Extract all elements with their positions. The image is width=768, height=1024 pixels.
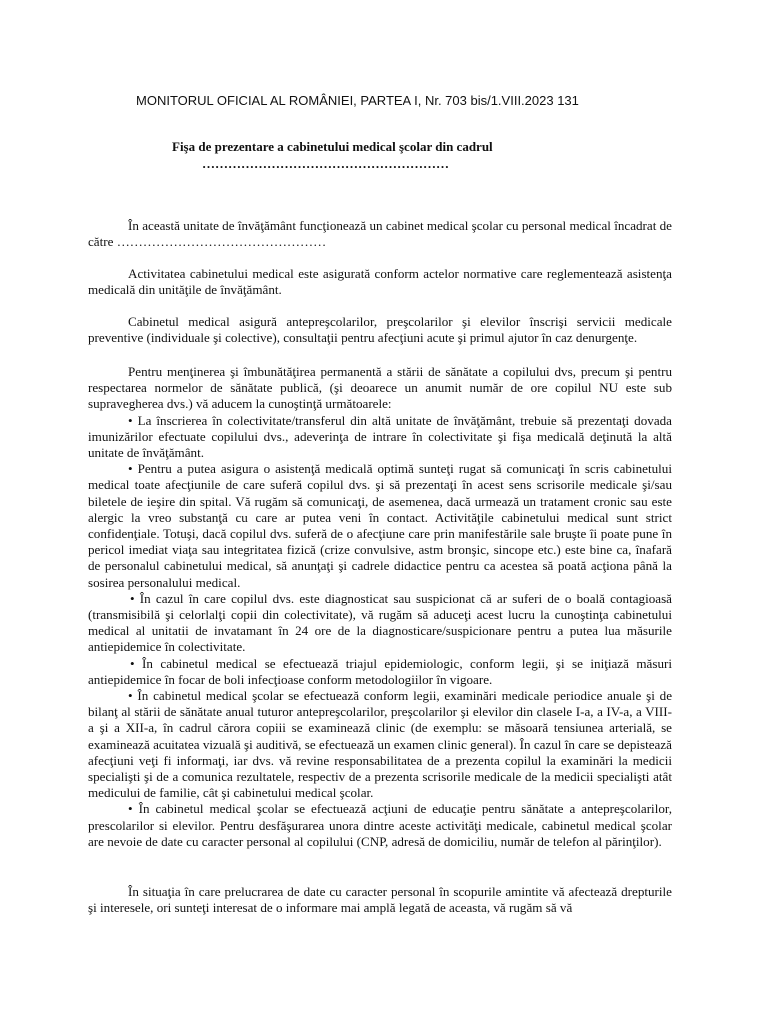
bullet-medical-conditions: • Pentru a putea asigura o asistenţă medicală optimă sunteţi rugat să comunicaţi în scris cabinetului medical toate afecţiunile de care suferă copilul dvs. şi să prezentaţi în acest sens scrisorile medicale şi/sau biletele de ieşire din spital. Vă rugăm să comunicaţi, de asemenea, dacă urmează un tratament cronic sau este alergic la vreo substanţă cu care ar putea veni în contact. Activităţile cabinetului medical sunt strict confidenţiale. Totuşi, dacă copilul dvs. suferă de o afecţiune care prin manifestările sale bruşte îi poate pune în pericol imediat viaţa sau integritatea fizică (crize convulsive, astm bronşic, sincope etc.) este bine ca, înafară de personalul cabinetului medical, să anunţaţi şi cadrele didactice pentru ca acestea să poată acţiona până la sosirea personalului medical. bbox=[88, 461, 672, 590]
paragraph-intro: Pentru menţinerea şi îmbunătăţirea permanentă a stării de sănătate a copilului dvs, precum şi pentru respectarea normelor de sănătate publică, (şi deoarece un anumit număr de ore copilul NU este sub supravegherea dvs.) vă aducem la cunoştinţă următoarele: bbox=[88, 364, 672, 412]
bullet-epidemiological-triage: • În cabinetul medical se efectuează triajul epidemiologic, conform legii, şi se iniţiază măsuri antiepidemice în focar de boli infecţioase conform metodologiilor în vigoare. bbox=[88, 655, 672, 687]
information-section bbox=[88, 364, 672, 850]
running-header: MONITORUL OFICIAL AL ROMÂNIEI, PARTEA I, Nr. 703 bis/1.VIII.2023 131 bbox=[136, 93, 579, 108]
paragraph-data-processing: În situaţia în care prelucrarea de date cu caracter personal în scopurile amintite vă afectează drepturile şi interesele, ori sunteţi interesat de o informare mai amplă legată de aceasta, vă rugăm să vă bbox=[88, 884, 672, 916]
title-blank-field: ………………………………………………… bbox=[202, 156, 449, 171]
bullet-enrollment: • La înscrierea în colectivitate/transferul din altă unitate de învăţământ, trebuie să prezentaţi dovada imunizărilor efectuate copilului dvs., adeverinţa de intrare în colectivitate şi fişa medicală deţinută la altă unitate de învăţământ. bbox=[88, 412, 672, 461]
bullet-health-education: • În cabinetul medical şcolar se efectuează acţiuni de educaţie pentru sănătate a antepreşcolarilor, prescolarilor si elevilor. Pentru desfăşurarea unora dintre aceste activităţi medicale, cabinetul medical şcolar are nevoie de date cu caracter personal al copilului (CNP, adresă de domiciliu, număr de telefon al părinţilor). bbox=[88, 801, 672, 849]
document-title: Fişa de prezentare a cabinetului medical şcolar din cadrul bbox=[172, 139, 493, 154]
paragraph-activity: Activitatea cabinetului medical este asigurată conform actelor normative care reglementează asistenţa medicală din unităţile de învăţământ. bbox=[88, 266, 672, 298]
paragraph-services: Cabinetul medical asigură antepreşcolarilor, preşcolarilor şi elevilor înscrişi servicii medicale preventive (individuale şi colective), consultaţii pentru afecţiuni acute şi primul ajutor în caz denurgenţe. bbox=[88, 314, 672, 346]
bullet-periodic-examinations: • În cabinetul medical şcolar se efectuează conform legii, examinări medicale periodice anuale şi de bilanţ al stării de sănătate anual tuturor antepreşcolarilor, preşcolarilor şi elevilor din clasele I-a, a IV-a, a VIII-a şi a XII-a, în cadrul cărora copiii se examinează clinic (de exemplu: se măsoară tensiunea arterială, se examinează acuitatea vizuală şi auditivă, se efectuează un examen clinic general). În cazul în care se depistează afecţiuni veţi fi informaţi, iar dvs. vă revine responsabilitatea de a prezenta copilul la examinări la medicii specialişti şi de a comunica rezultatele, respectiv de a prezenta scrisorile medicale de la medicii specialişti atât medicului de familie, cât şi cabinetului medical şcolar. bbox=[88, 688, 672, 801]
bullet-contagious-disease: • În cazul în care copilul dvs. este diagnosticat sau suspicionat că ar suferi de o boală contagioasă (transmisibilă şi celorlalţi copii din colectivitate), vă rugăm să aduceţi acest lucru la cunoştinţa cabinetului medical al unitatii de invatamant în 24 ore de la diagnosticare/suspicionare pentru a putea lua măsurile antiepidemice în colectivitate. bbox=[88, 590, 672, 655]
paragraph-personnel: În această unitate de învăţământ funcţionează un cabinet medical şcolar cu personal medical încadrat de către ………………………………………… bbox=[88, 218, 672, 250]
